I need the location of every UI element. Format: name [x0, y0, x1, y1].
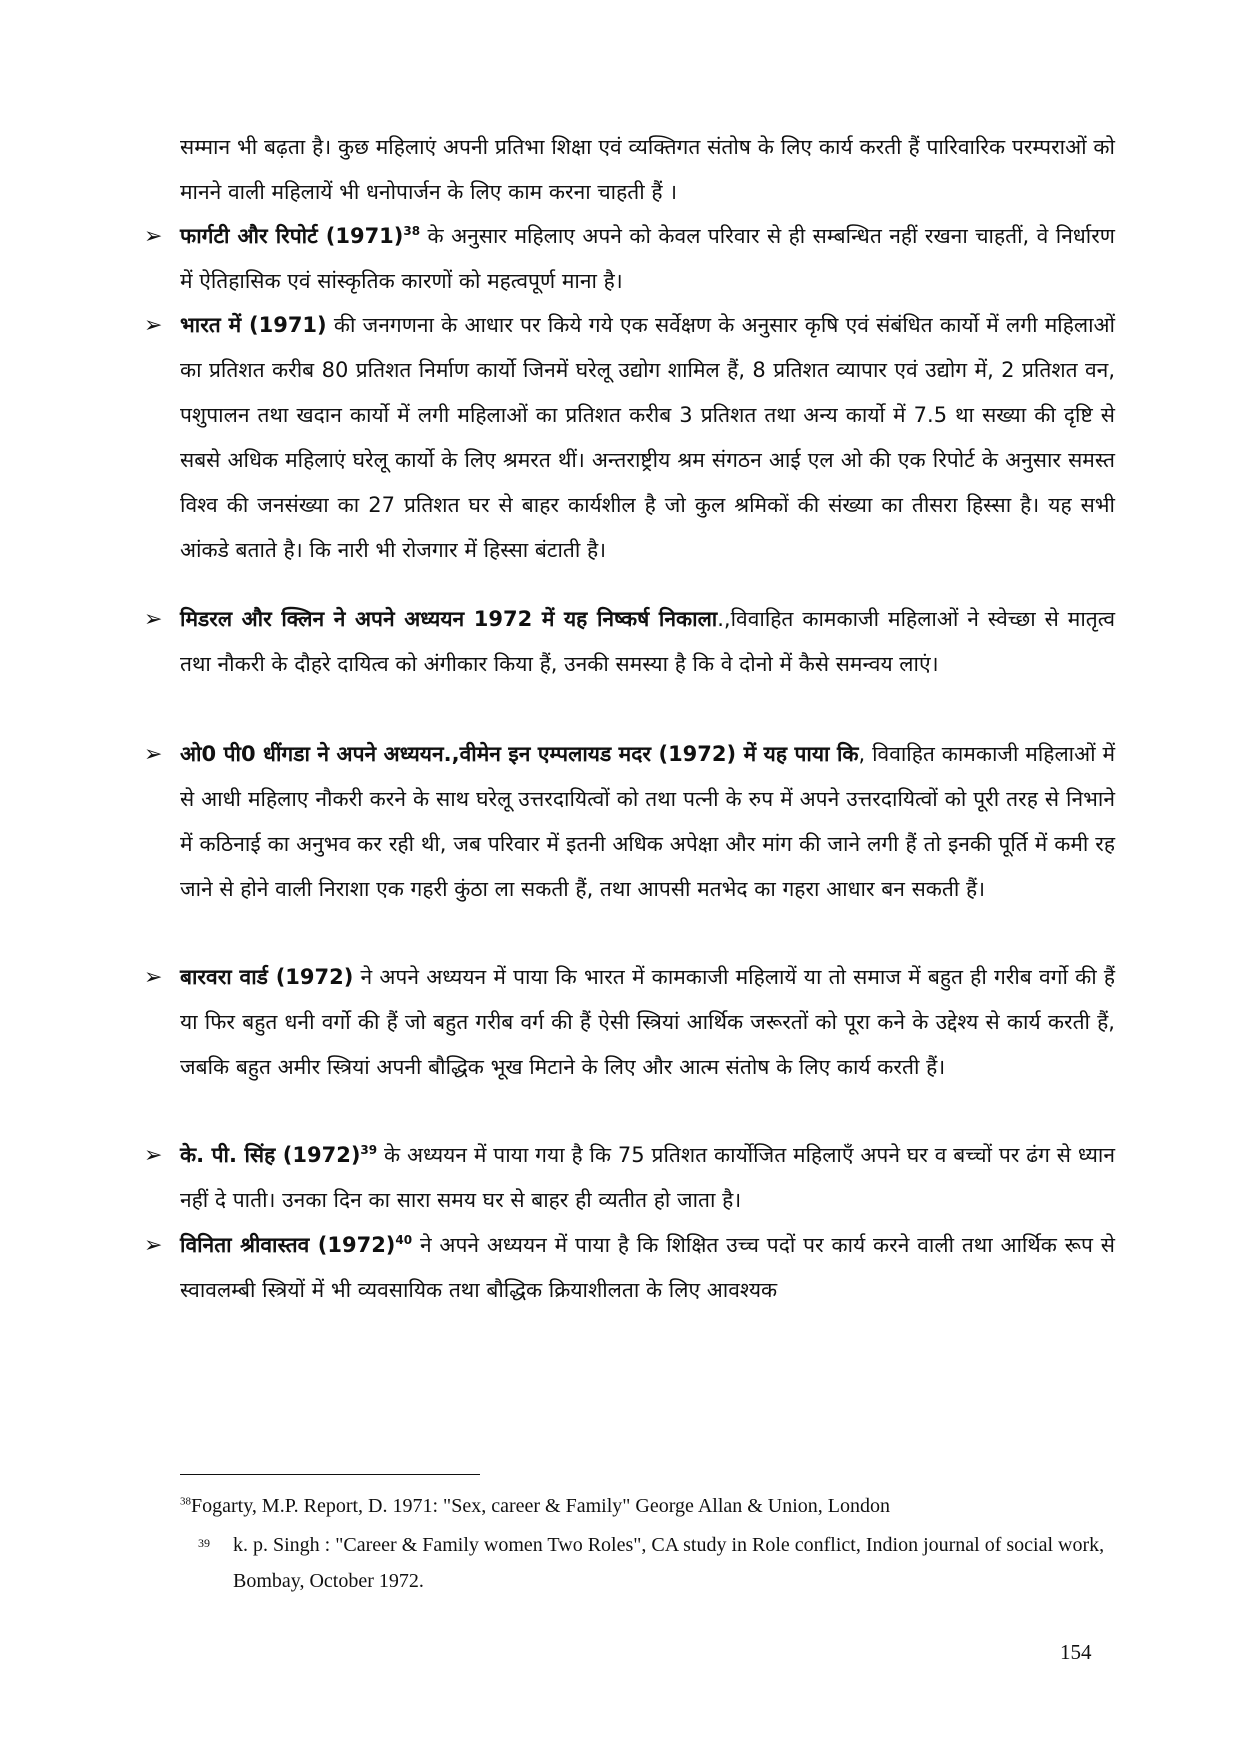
page-number: 154: [1060, 1640, 1092, 1664]
arrow-bullet-icon: ➢: [144, 607, 163, 632]
arrow-bullet-icon: ➢: [144, 1143, 163, 1168]
item-lead: ओ0 पी0 धींगडा ने अपने अध्ययन.,वीमेन इन एम्पलायड मदर (1972) में यह पाया कि: [180, 742, 859, 766]
footnote-number: 38: [180, 1495, 191, 1508]
footnote-39: [198, 1527, 1115, 1599]
arrow-bullet-icon: ➢: [144, 742, 163, 767]
arrow-bullet-icon: ➢: [144, 224, 163, 249]
footnote-divider: [180, 1474, 480, 1475]
item-lead: के. पी. सिंह (1972): [180, 1143, 361, 1167]
item-text: के अध्ययन में पाया गया है कि 75 प्रतिशत कार्योजित महिलाएँ अपने घर व बच्चों पर ढंग से ध्यान नहीं दे पाती। उनका दिन का सारा समय घर से बाहर ही व्यतीत हो जाता है।: [180, 1143, 1116, 1212]
item-lead: भारत में (1971): [180, 313, 327, 337]
item-lead: विनिता श्रीवास्तव (1972): [180, 1233, 396, 1257]
arrow-bullet-icon: ➢: [144, 313, 163, 338]
bullet-item-census-1971: [144, 303, 1116, 573]
item-text: , विवाहित कामकाजी महिलाओं में से आधी महिलाए नौकरी करने के साथ घरेलू उत्तरदायित्वों को तथा पत्नी के रुप में अपने उत्तरदायित्वों को पूरी तरह से निभाने में कठिनाई का अनुभव कर रही थी, जब परिवार में इतनी अधिक अपेक्षा और मांग की जाने लगी हैं तो इनकी पूर्ति में कमी रह जाने से होने वाली निराशा एक गहरी कुंठा ला सकती हैं, तथा आपसी मतभेद का गहरा आधार बन सकती हैं।: [180, 742, 1115, 901]
bullet-item-myrdal-klein: [144, 597, 1116, 687]
footnote-ref: 38: [403, 224, 421, 238]
item-lead: मिडरल और क्लिन ने अपने अध्ययन 1972 में यह निष्कर्ष निकाला: [180, 607, 718, 631]
bullet-item-fogarty: [144, 214, 1115, 304]
item-lead: फार्गटी और रिपोर्ट (1971): [180, 224, 404, 248]
footnote-number: 39: [198, 1536, 210, 1550]
footnote-ref: 39: [360, 1143, 378, 1157]
footnote-38: [180, 1488, 1115, 1524]
item-text: ने अपने अध्ययन में पाया है कि शिक्षित उच्च पदों पर कार्य करने वाली तथा आर्थिक रूप से स्वावलम्बी स्त्रियों में भी व्यवसायिक तथा बौद्धिक क्रियाशीलता के लिए आवश्यक: [180, 1233, 1116, 1302]
item-lead: बारवरा वार्ड (1972): [180, 965, 354, 989]
footnote-text: Fogarty, M.P. Report, D. 1971: "Sex, career & Family" George Allan & Union, London: [191, 1495, 891, 1517]
item-text: ने अपने अध्ययन में पाया कि भारत में कामकाजी महिलायें या तो समाज में बहुत ही गरीब वर्गो की हैं या फिर बहुत धनी वर्गो की हैं जो बहुत गरीब वर्ग की हैं ऐसी स्त्रियां आर्थिक जरूरतों को पूरा कने के उद्देश्य से कार्य करती हैं, जबकि बहुत अमीर स्त्रियां अपनी बौद्धिक भूख मिटाने के लिए और आत्म संतोष के लिए कार्य करती हैं।: [180, 965, 1115, 1079]
bullet-item-dhingra: [144, 732, 1115, 912]
item-text: की जनगणना के आधार पर किये गये एक सर्वेक्षण के अनुसार कृषि एवं संबंधित कार्यो में लगी महिलाओं का प्रतिशत करीब 80 प्रतिशत निर्माण कार्यो जिनमें घरेलू उद्योग शामिल हैं, 8 प्रतिशत व्यापार एवं उद्योग में, 2 प्रतिशत वन, पशुपालन तथा खदान कार्यो में लगी महिलाओं का प्रतिशत करीब 3 प्रतिशत तथा अन्य कार्यो में 7.5 था सख्या की दृष्टि से सबसे अधिक महिलाएं घरेलू कार्यो के लिए श्रमरत थीं। अन्तराष्ट्रीय श्रम संगठन आई एल ओ की एक रिपोर्ट के अनुसार समस्त विश्व की जनसंख्या का 27 प्रतिशत घर से बाहर कार्यशील है जो कुल श्रमिकों की संख्या का तीसरा हिस्सा है। यह सभी आंकडे बताते है। कि नारी भी रोजगार में हिस्सा बंटाती है।: [180, 313, 1116, 562]
bullet-item-barbara-ward: [144, 955, 1115, 1090]
footnote-text: k. p. Singh : "Career & Family women Two Roles", CA study in Role conflict, Indion journal of social work, Bombay, October 1972.: [233, 1534, 1105, 1592]
bullet-item-vinita-srivastava: [144, 1223, 1116, 1313]
footnote-ref: 40: [395, 1233, 413, 1247]
arrow-bullet-icon: ➢: [144, 1233, 163, 1258]
continuation-paragraph: सम्मान भी बढ़ता है। कुछ महिलाएं अपनी प्रतिभा शिक्षा एवं व्यक्तिगत संतोष के लिए कार्य करती हैं पारिवारिक परम्पराओं को मानने वाली महिलायें भी धनोपार्जन के लिए काम करना चाहती हैं ।: [180, 135, 1115, 204]
bullet-item-kp-singh: [144, 1133, 1116, 1223]
item-text: .,विवाहित कामकाजी महिलाओं ने स्वेच्छा से मातृत्व तथा नौकरी के दौहरे दायित्व को अंगीकार किया हैं, उनकी समस्या है कि वे दोनो में कैसे समन्वय लाएं।: [180, 607, 1116, 676]
item-text: के अनुसार महिलाए अपने को केवल परिवार से ही सम्बन्धित नहीं रखना चाहतीं, वे निर्धारण में ऐतिहासिक एवं सांस्कृतिक कारणों को महत्वपूर्ण माना है।: [180, 224, 1115, 293]
arrow-bullet-icon: ➢: [144, 965, 163, 990]
